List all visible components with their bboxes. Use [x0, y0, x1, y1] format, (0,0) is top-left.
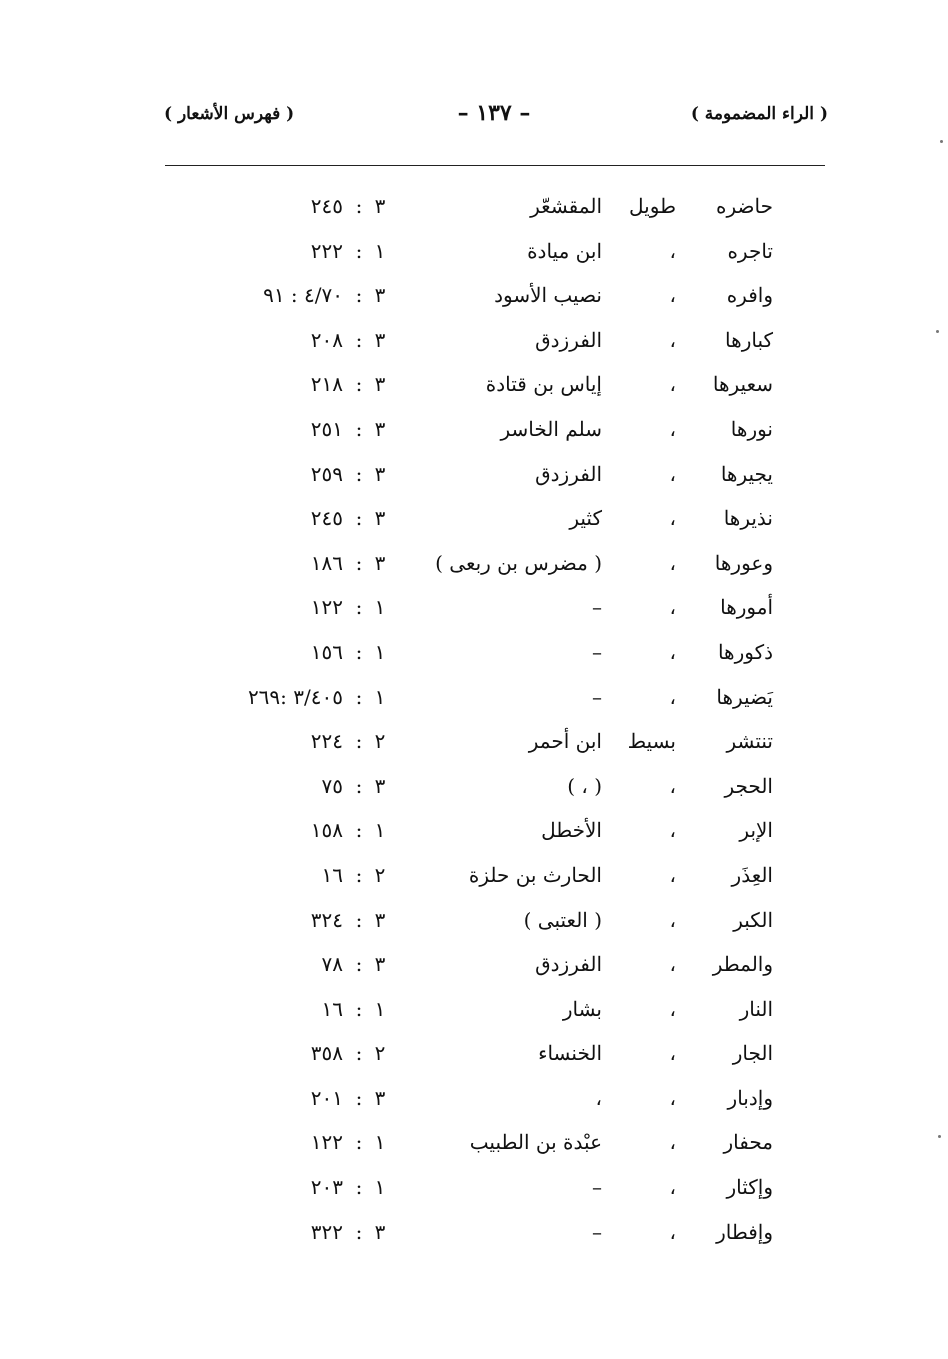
separator: :: [355, 996, 363, 1021]
rhyme-word: العِذَر: [731, 862, 773, 887]
meter: ،: [669, 372, 676, 397]
separator: :: [355, 194, 363, 218]
index-row: [0, 545, 948, 590]
index-row: [0, 188, 948, 233]
rhyme-word: الحجر: [724, 773, 773, 798]
separator: :: [355, 595, 363, 620]
meter: ،: [669, 238, 676, 263]
page-reference: ١٨٦: [310, 550, 343, 575]
page-reference: ٢٠٣: [310, 1175, 343, 1200]
separator: :: [355, 818, 363, 843]
volume-number: ٢: [374, 729, 386, 754]
separator: :: [355, 1085, 363, 1110]
separator: :: [355, 862, 363, 887]
volume-number: ٣: [374, 773, 386, 798]
rhyme-word: حاضره: [716, 194, 773, 218]
volume-number: ١: [374, 238, 386, 263]
poet-name: ( مضرس بن ربعى ): [435, 550, 602, 575]
rhyme-word: تاجره: [727, 238, 773, 263]
meter: ،: [669, 862, 676, 887]
volume-number: ٣: [374, 327, 386, 352]
volume-number: ٣: [374, 1085, 386, 1110]
poet-name: إياس بن قتادة: [485, 372, 602, 397]
index-table: [0, 188, 948, 1258]
page-number: – ١٣٧ –: [457, 100, 531, 126]
meter: ،: [669, 506, 676, 531]
index-row: [0, 723, 948, 768]
page-reference: ١٦: [321, 996, 343, 1021]
meter: ،: [669, 595, 676, 620]
separator: :: [355, 550, 363, 575]
page-reference: ٢٤٥: [310, 506, 343, 531]
index-row: [0, 322, 948, 367]
rhyme-word: محفار: [723, 1130, 773, 1155]
index-row: [0, 1169, 948, 1214]
volume-number: ٣: [374, 1219, 386, 1244]
meter: ،: [669, 1219, 676, 1244]
poet-name: –: [592, 684, 602, 709]
volume-number: ٣: [374, 907, 386, 932]
index-row: [0, 277, 948, 322]
separator: :: [355, 773, 363, 798]
page-reference: ١٢٢: [310, 595, 343, 620]
volume-number: ٣: [374, 416, 386, 441]
poet-name: ( ، ): [567, 773, 602, 798]
poet-name: عبْدة بن الطبيب: [469, 1130, 602, 1155]
page-reference: ١٥٦: [310, 639, 343, 664]
poet-name: المقشعّر: [530, 194, 602, 218]
index-title: ( فهرس الأشعار ): [164, 104, 295, 124]
volume-number: ١: [374, 595, 386, 620]
meter: ،: [669, 550, 676, 575]
meter: ،: [669, 773, 676, 798]
volume-number: ١: [374, 996, 386, 1021]
index-row: [0, 1124, 948, 1169]
index-row: [0, 233, 948, 278]
poet-name: –: [592, 639, 602, 664]
meter: ،: [669, 283, 676, 308]
volume-number: ٣: [374, 550, 386, 575]
separator: :: [355, 1041, 363, 1066]
meter: ،: [669, 1130, 676, 1155]
poet-name: ،: [595, 1085, 602, 1110]
index-row: [0, 589, 948, 634]
meter: ،: [669, 907, 676, 932]
index-row: [0, 634, 948, 679]
page-reference: ٧٨: [321, 952, 343, 977]
meter: ،: [669, 416, 676, 441]
meter: ،: [669, 639, 676, 664]
volume-number: ٣: [374, 283, 386, 308]
poet-name: الأخطل: [541, 818, 602, 843]
rhyme-word: أمورها: [720, 595, 773, 620]
rhyme-word: تنتشر: [726, 729, 773, 754]
separator: :: [355, 907, 363, 932]
scan-speck: [936, 330, 939, 333]
rhyme-word: نورها: [730, 416, 773, 441]
rhyme-word: سعيرها: [712, 372, 773, 397]
poet-name: –: [592, 1175, 602, 1200]
index-row: [0, 1214, 948, 1259]
poet-name: –: [592, 1219, 602, 1244]
meter: ،: [669, 461, 676, 486]
rhyme-word: كبارها: [725, 327, 773, 352]
meter: طويل: [629, 194, 676, 218]
page-reference: ٢٥١: [310, 416, 343, 441]
header-divider: [165, 165, 825, 166]
separator: :: [355, 461, 363, 486]
index-row: [0, 991, 948, 1036]
page-reference: ٣٢٤: [310, 907, 343, 932]
scan-speck: [938, 1135, 941, 1138]
separator: :: [355, 283, 363, 308]
rhyme-word: وعورها: [714, 550, 773, 575]
rhyme-word: نذيرها: [723, 506, 773, 531]
rhyme-word: وإكثار: [726, 1175, 773, 1200]
separator: :: [355, 416, 363, 441]
page-reference: ٢٠١: [310, 1085, 343, 1110]
page-reference: ١٢٢: [310, 1130, 343, 1155]
volume-number: ١: [374, 1175, 386, 1200]
poet-name: سلم الخاسر: [500, 416, 602, 441]
page-reference: ٧٥: [321, 773, 343, 798]
volume-number: ٣: [374, 952, 386, 977]
page-reference: ٢٥٩: [310, 461, 343, 486]
separator: :: [355, 684, 363, 709]
rhyme-word: الجار: [732, 1041, 773, 1066]
rhyme-word: وإدبار: [727, 1085, 773, 1110]
index-row: [0, 679, 948, 724]
poet-name: ابن أحمر: [528, 729, 602, 754]
separator: :: [355, 372, 363, 397]
page-reference: ٢١٨: [310, 372, 343, 397]
poet-name: –: [592, 595, 602, 620]
volume-number: ٣: [374, 506, 386, 531]
page-header: [160, 100, 828, 134]
poet-name: الحارث بن حلزة: [468, 862, 602, 887]
volume-number: ١: [374, 818, 386, 843]
volume-number: ٣: [374, 194, 386, 218]
poet-name: الفرزدق: [535, 461, 602, 486]
separator: :: [355, 1130, 363, 1155]
volume-number: ٢: [374, 862, 386, 887]
page-reference: ١٦: [321, 862, 343, 887]
index-row: [0, 1035, 948, 1080]
rhyme-word: يَضيرها: [716, 684, 773, 709]
rhyme-word: وافره: [726, 283, 773, 308]
separator: :: [355, 506, 363, 531]
separator: :: [355, 639, 363, 664]
page-reference: ٢٤٥: [310, 194, 343, 218]
scan-speck: [940, 140, 943, 143]
poet-name: كثير: [569, 506, 602, 531]
poet-name: الخنساء: [538, 1041, 602, 1066]
meter: ،: [669, 952, 676, 977]
poet-name: الفرزدق: [535, 327, 602, 352]
meter: ،: [669, 684, 676, 709]
page-reference: ٣٢٢: [310, 1219, 343, 1244]
index-row: [0, 857, 948, 902]
separator: :: [355, 238, 363, 263]
rhyme-word: والمطر: [712, 952, 773, 977]
meter: ،: [669, 1175, 676, 1200]
section-title: ( الراء المضمومة ): [690, 104, 828, 124]
page-reference: ٢٢٢: [310, 238, 343, 263]
volume-number: ١: [374, 684, 386, 709]
poet-name: ( العتبى ): [523, 907, 602, 932]
index-row: [0, 456, 948, 501]
volume-number: ٣: [374, 461, 386, 486]
separator: :: [355, 1175, 363, 1200]
page-reference: ٢٠٨: [310, 327, 343, 352]
separator: :: [355, 952, 363, 977]
meter: ،: [669, 327, 676, 352]
poet-name: الفرزدق: [535, 952, 602, 977]
meter: ،: [669, 996, 676, 1021]
volume-number: ١: [374, 1130, 386, 1155]
rhyme-word: وإفطار: [716, 1219, 773, 1244]
index-row: [0, 1080, 948, 1125]
rhyme-word: الكبر: [733, 907, 773, 932]
page-reference: ٣٥٨: [310, 1041, 343, 1066]
rhyme-word: ذكورها: [717, 639, 773, 664]
index-row: [0, 411, 948, 456]
poet-name: نصيب الأسود: [494, 283, 602, 308]
rhyme-word: النار: [739, 996, 773, 1021]
index-row: [0, 902, 948, 947]
page-reference: ١٥٨: [310, 818, 343, 843]
separator: :: [355, 729, 363, 754]
meter: بسيط: [627, 729, 676, 754]
separator: :: [355, 1219, 363, 1244]
rhyme-word: الإبر: [739, 818, 773, 843]
index-row: [0, 946, 948, 991]
index-row: [0, 366, 948, 411]
page-reference: ٢٢٤: [310, 729, 343, 754]
index-row: [0, 768, 948, 813]
page-reference: ٣/٤٠٥ :٢٦٩: [247, 684, 343, 709]
index-row: [0, 500, 948, 545]
meter: ،: [669, 1041, 676, 1066]
volume-number: ٢: [374, 1041, 386, 1066]
meter: ،: [669, 1085, 676, 1110]
index-row: [0, 812, 948, 857]
meter: ،: [669, 818, 676, 843]
poet-name: بشار: [562, 996, 602, 1021]
volume-number: ١: [374, 639, 386, 664]
volume-number: ٣: [374, 372, 386, 397]
rhyme-word: يجيرها: [720, 461, 773, 486]
poet-name: ابن ميادة: [527, 238, 602, 263]
page-reference: ٤/٧٠ : ٩١: [263, 283, 343, 308]
separator: :: [355, 327, 363, 352]
